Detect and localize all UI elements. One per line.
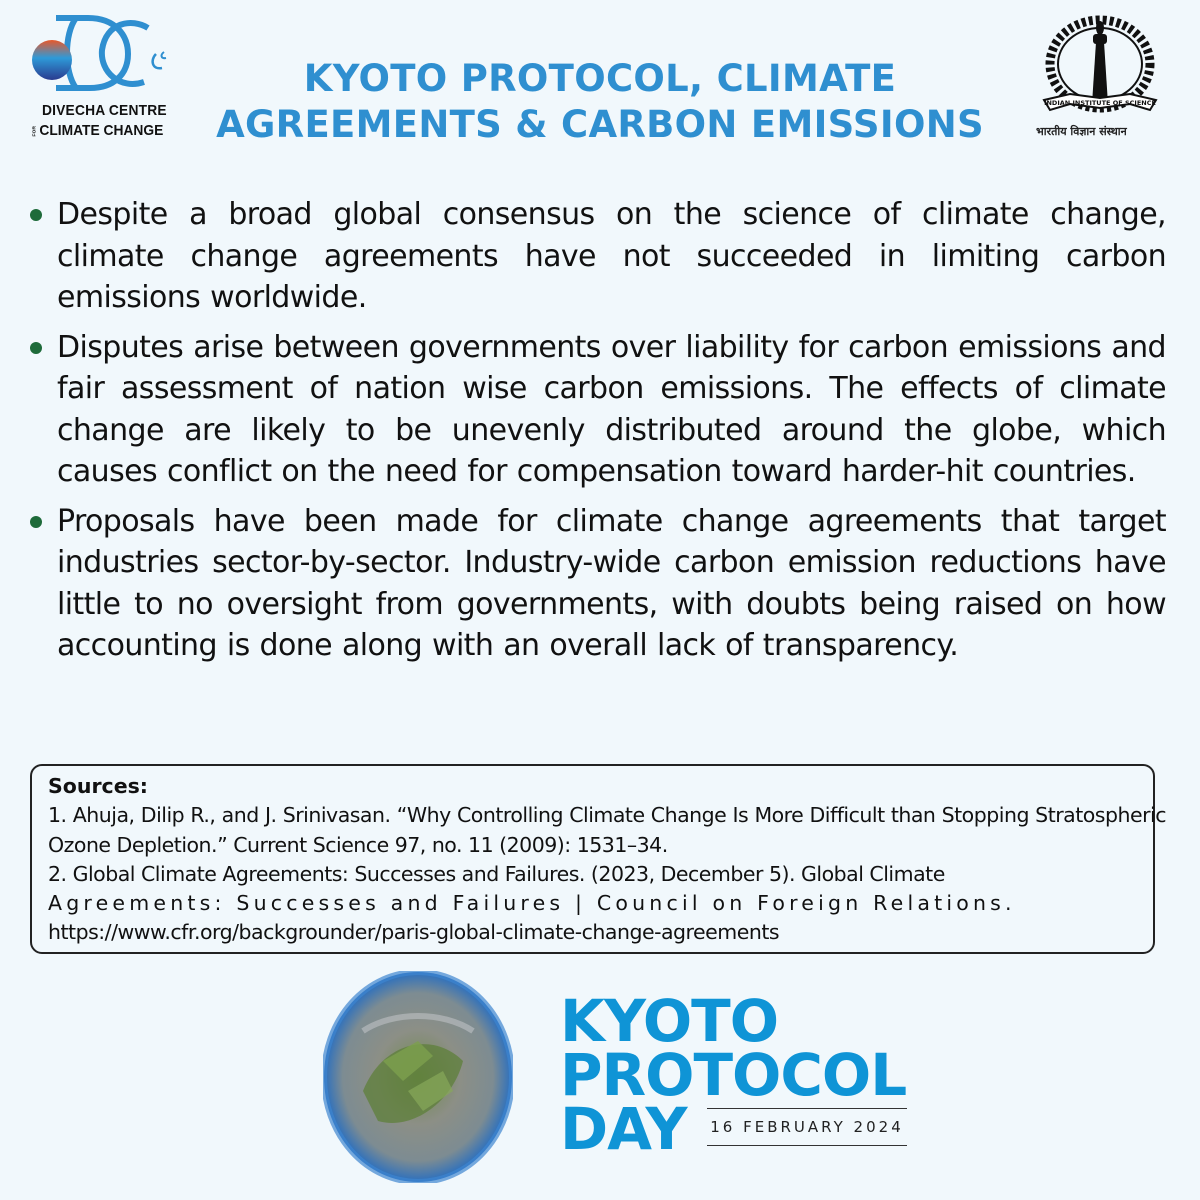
bullet-dot-icon — [30, 516, 42, 528]
iisc-emblem-icon — [1030, 12, 1170, 124]
day-line-1: KYOTO — [560, 987, 779, 1055]
sources-box — [30, 764, 1166, 954]
day-line-2: PROTOCOL — [560, 1041, 907, 1109]
bullet-item — [26, 194, 1166, 319]
bullet-text: Despite a broad global consensus on the science of climate change, climate change agreements have not succeeded in limiting carbon emissions worldwide. — [57, 197, 1166, 315]
divecha-dc-logo-icon — [28, 14, 168, 94]
org-name-line2-text: CLIMATE CHANGE — [39, 122, 164, 139]
aerial-globe-image — [323, 971, 513, 1183]
bullet-item — [26, 327, 1166, 493]
title-line-1: KYOTO PROTOCOL, CLIMATE — [303, 57, 897, 100]
bullet-list — [26, 194, 1166, 675]
source-entry-2-title: 2. Global Climate Agreements: Successes and Failures. (2023, December 5). Global Climate — [48, 861, 945, 886]
iisc-logo — [1030, 12, 1180, 147]
bullet-dot-icon — [30, 209, 42, 221]
sources-heading: Sources: — [48, 774, 149, 798]
source-entry-2-publisher: Agreements: Successes and Failures | Council on Foreign Relations. — [48, 891, 1016, 916]
bullet-dot-icon — [30, 342, 42, 354]
page-title — [170, 56, 1030, 148]
source-entry-2-url[interactable]: https://www.cfr.org/backgrounder/paris-global-climate-change-agreements — [48, 920, 780, 945]
bullet-text: Proposals have been made for climate change agreements that target industries sector-by-sector. Industry-wide carbon emission reductions have little to no oversight from governments, with doubts being raised on how accounting is done along with an overall lack of transparency. — [57, 503, 1166, 663]
org-for-label: FOR — [32, 125, 38, 137]
day-line-3: DAY — [560, 1095, 687, 1163]
iisc-ribbon-text: INDIAN INSTITUTE OF SCIENCE — [1044, 99, 1156, 107]
globe-icon — [323, 971, 513, 1183]
source-entry-1: 1. Ahuja, Dilip R., and J. Srinivasan. “Why Controlling Climate Change Is More Difficult than Stopping Stratospheric Ozone Depletion.” Current Science 97, no. 11 (2009): 1531–34. — [48, 803, 1166, 857]
iisc-hindi-name: भारतीय विज्ञान संस्थान — [1036, 125, 1127, 138]
event-date: 16 FEBRUARY 2024 — [707, 1108, 907, 1146]
org-name-line1: DIVECHA CENTRE — [42, 102, 167, 119]
org-name-line2 — [32, 122, 163, 139]
bullet-item — [26, 501, 1166, 667]
bullet-text: Disputes arise between governments over liability for carbon emissions and fair assessment of nation wise carbon emissions. The effects of climate change are likely to be unevenly distributed around the globe, which causes conflict on the need for compensation toward harder-hit countries. — [57, 329, 1166, 489]
source-entry-2 — [48, 860, 1166, 948]
title-line-2: AGREEMENTS & CARBON EMISSIONS — [216, 103, 984, 146]
divecha-centre-logo — [28, 14, 168, 144]
